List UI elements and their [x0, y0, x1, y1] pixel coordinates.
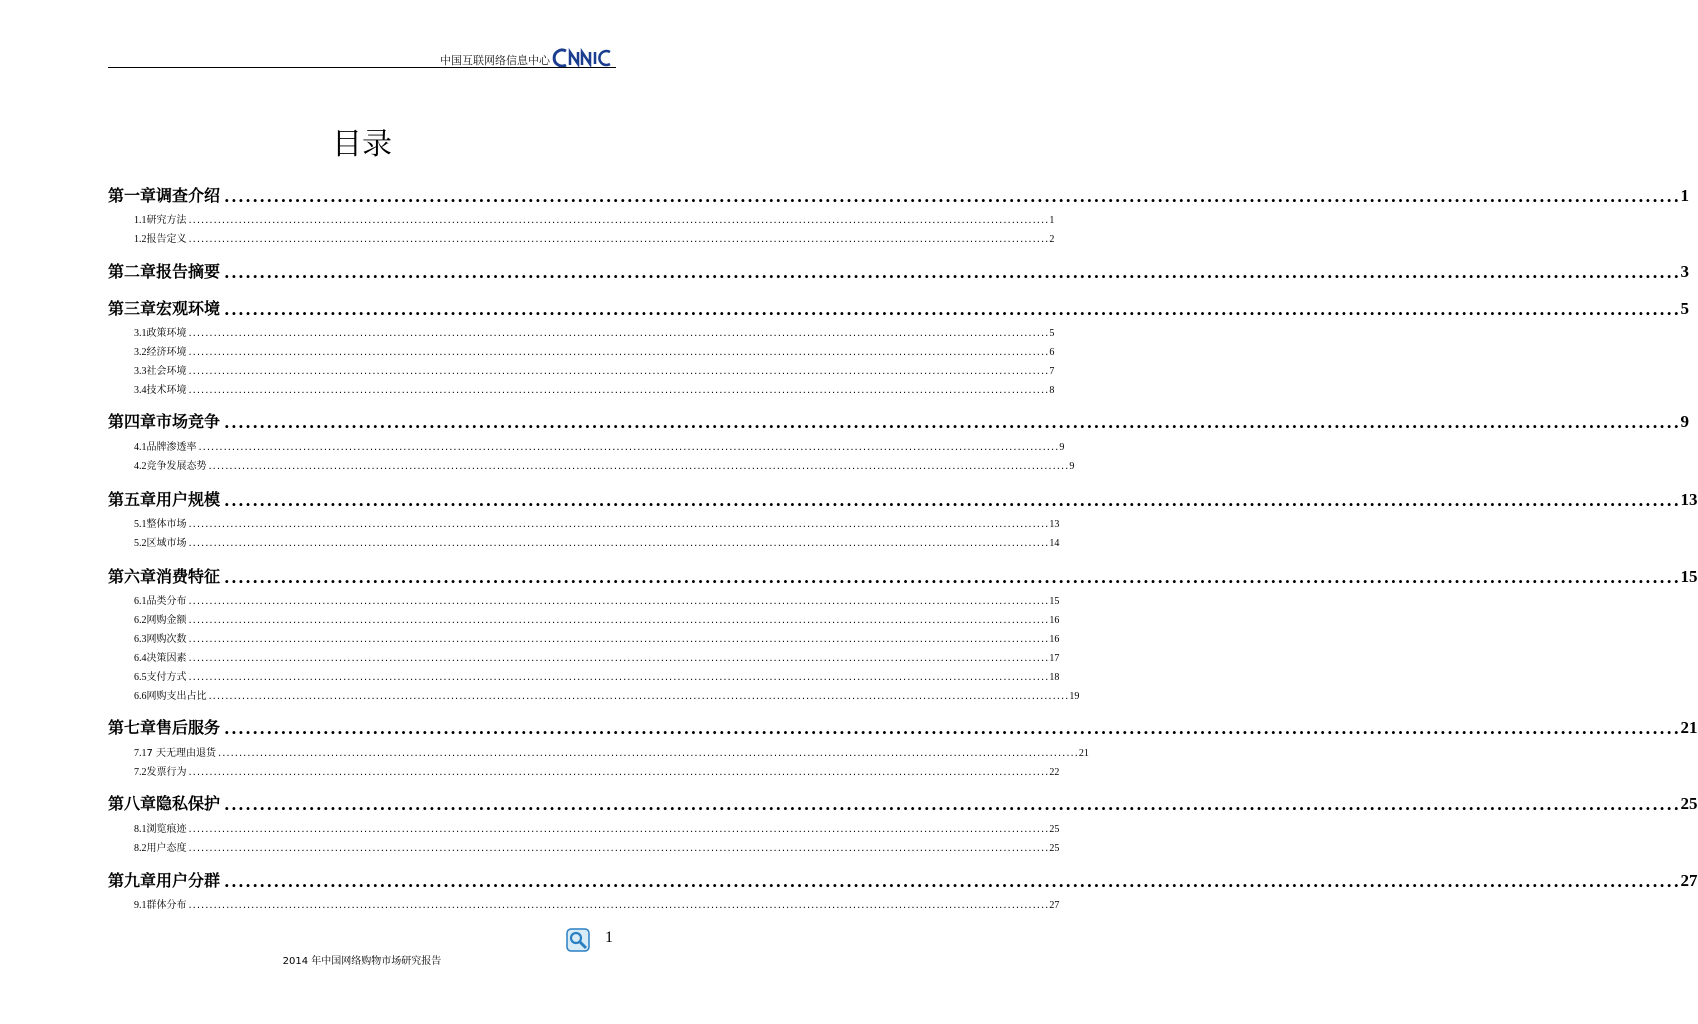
- toc-section-entry[interactable]: [108, 325, 1055, 339]
- section-number: 4.2: [134, 461, 147, 472]
- toc-section-entry[interactable]: [108, 231, 1055, 245]
- page-ref: 25: [1680, 794, 1698, 813]
- page-ref: 9: [1069, 461, 1075, 472]
- section-title: 经济环境: [146, 347, 187, 358]
- section-title: 研究方法: [146, 215, 187, 226]
- section-number: 3.1: [134, 328, 147, 339]
- section-number: 7.2: [134, 767, 147, 778]
- page-ref: 21: [1680, 718, 1698, 737]
- dot-leader: ..............................................................................................................................................................................................................: [188, 653, 1050, 664]
- dot-leader: ..............................................................................................................................................................................................................: [188, 596, 1050, 607]
- chapter-title: 用户规模: [156, 490, 221, 509]
- page-ref: 13: [1049, 519, 1060, 530]
- dot-leader: ..............................................................................................................................................................................................................: [208, 691, 1070, 702]
- section-title: 决策因素: [146, 653, 187, 664]
- page-ref: 21: [1078, 748, 1089, 759]
- chapter-label: 第一章: [108, 186, 157, 205]
- section-number: 9.1: [134, 900, 147, 911]
- dot-leader: ..............................................................................................................................................................................................................: [188, 328, 1050, 339]
- dot-leader: ..............................................................................................................................................................................................................: [188, 519, 1050, 530]
- dot-leader: ..............................................................................................................................................................................................................: [224, 491, 1681, 510]
- page-ref: 5: [1049, 328, 1055, 339]
- toc-section-entry[interactable]: [108, 897, 1060, 911]
- dot-leader: ..............................................................................................................................................................................................................: [188, 672, 1050, 683]
- dot-leader: ..............................................................................................................................................................................................................: [224, 568, 1681, 587]
- toc-section-entry[interactable]: [108, 745, 1089, 759]
- dot-leader: ..............................................................................................................................................................................................................: [224, 719, 1681, 738]
- section-number: 1.1: [134, 215, 147, 226]
- section-number: 6.5: [134, 672, 147, 683]
- chapter-label: 第六章: [108, 567, 157, 586]
- section-number: 6.3: [134, 634, 147, 645]
- section-title: 竞争发展态势: [146, 461, 207, 472]
- toc-section-entry[interactable]: [108, 669, 1060, 683]
- section-title: 群体分布: [146, 900, 187, 911]
- chapter-title: 消费特征: [156, 567, 221, 586]
- page-ref: 16: [1049, 615, 1060, 626]
- toc-section-entry[interactable]: [108, 344, 1055, 358]
- dot-leader: ..............................................................................................................................................................................................................: [188, 215, 1050, 226]
- toc-chapter-entry[interactable]: [108, 297, 1690, 319]
- page-ref: 8: [1049, 385, 1055, 396]
- page-ref: 6: [1049, 347, 1055, 358]
- section-title: 报告定义: [146, 234, 187, 245]
- page-ref: 27: [1680, 871, 1698, 890]
- chapter-label: 第四章: [108, 412, 157, 431]
- page-ref: 15: [1049, 596, 1060, 607]
- page-ref: 13: [1680, 490, 1698, 509]
- section-number: 8.1: [134, 824, 147, 835]
- chapter-label: 第五章: [108, 490, 157, 509]
- section-title: 区域市场: [146, 538, 187, 549]
- section-title: 网购次数: [146, 634, 187, 645]
- dot-leader: ..............................................................................................................................................................................................................: [188, 900, 1050, 911]
- dot-leader: ..............................................................................................................................................................................................................: [188, 615, 1050, 626]
- section-number: 1.2: [134, 234, 147, 245]
- page-ref: 25: [1049, 843, 1060, 854]
- section-title: 政策环境: [146, 328, 187, 339]
- toc-section-entry[interactable]: [108, 821, 1060, 835]
- chapter-title: 市场竞争: [156, 412, 221, 431]
- page-ref: 19: [1069, 691, 1080, 702]
- toc-section-entry[interactable]: [108, 535, 1060, 549]
- toc-chapter-entry[interactable]: [108, 792, 1698, 814]
- chapter-label: 第二章: [108, 262, 157, 281]
- header-org-name: 中国互联网络信息中心: [440, 54, 550, 67]
- section-title: 发票行为: [146, 767, 187, 778]
- section-number: 5.1: [134, 519, 147, 530]
- page-ref: 3: [1680, 262, 1690, 281]
- page-ref: 7: [1049, 366, 1055, 377]
- chapter-title: 报告摘要: [156, 262, 221, 281]
- chapter-title: 用户分群: [156, 871, 221, 890]
- toc-section-entry[interactable]: [108, 631, 1060, 645]
- footer-report-title: 2014 年中国网络购物市场研究报告: [282, 956, 442, 967]
- dot-leader: ..............................................................................................................................................................................................................: [188, 366, 1050, 377]
- toc-section-entry[interactable]: [108, 612, 1060, 626]
- page-ref: 1: [1680, 186, 1690, 205]
- section-number: 6.1: [134, 596, 147, 607]
- section-number: 3.2: [134, 347, 147, 358]
- toc-section-entry[interactable]: [108, 688, 1080, 702]
- chapter-title: 调查介绍: [156, 186, 221, 205]
- chapter-label: 第九章: [108, 871, 157, 890]
- toc-section-entry[interactable]: [108, 764, 1060, 778]
- toc-chapter-entry[interactable]: [108, 716, 1698, 738]
- section-number: 6.4: [134, 653, 147, 664]
- dot-leader: ..............................................................................................................................................................................................................: [224, 300, 1681, 319]
- dot-leader: ..............................................................................................................................................................................................................: [188, 347, 1050, 358]
- toc-section-entry[interactable]: [108, 439, 1065, 453]
- toc-section-entry[interactable]: [108, 593, 1060, 607]
- page-ref: 5: [1680, 299, 1690, 318]
- section-title: 支付方式: [146, 672, 187, 683]
- page-ref: 16: [1049, 634, 1060, 645]
- section-number: 3.4: [134, 385, 147, 396]
- dot-leader: ..............................................................................................................................................................................................................: [224, 187, 1681, 206]
- cnnic-logo: [556, 48, 616, 68]
- toc-section-entry[interactable]: [108, 382, 1055, 396]
- chapter-title: 宏观环境: [156, 299, 221, 318]
- page-ref: 9: [1680, 412, 1690, 431]
- dot-leader: ..............................................................................................................................................................................................................: [188, 538, 1050, 549]
- toc-section-entry[interactable]: [108, 840, 1060, 854]
- section-title: 品牌渗透率: [146, 442, 197, 453]
- toc-title: 目录: [332, 127, 392, 162]
- dot-leader: ..............................................................................................................................................................................................................: [188, 767, 1050, 778]
- section-number: 6.2: [134, 615, 147, 626]
- page-ref: 18: [1049, 672, 1060, 683]
- page-ref: 2: [1049, 234, 1055, 245]
- chapter-label: 第七章: [108, 718, 157, 737]
- section-title: 整体市场: [146, 519, 187, 530]
- dot-leader: ..............................................................................................................................................................................................................: [188, 824, 1050, 835]
- toc-section-entry[interactable]: [108, 458, 1075, 472]
- toc-chapter-entry[interactable]: [108, 565, 1698, 587]
- toc-section-entry[interactable]: [108, 363, 1055, 377]
- header-rule: [108, 67, 616, 68]
- toc-chapter-entry[interactable]: [108, 410, 1690, 432]
- page-ref: 22: [1049, 767, 1060, 778]
- section-title: 网购金额: [146, 615, 187, 626]
- dot-leader: ..............................................................................................................................................................................................................: [198, 442, 1060, 453]
- page-ref: 17: [1049, 653, 1060, 664]
- dot-leader: ..............................................................................................................................................................................................................: [188, 843, 1050, 854]
- section-title: 用户态度: [146, 843, 187, 854]
- section-title: 品类分布: [146, 596, 187, 607]
- section-number: 8.2: [134, 843, 147, 854]
- toc-section-entry[interactable]: [108, 516, 1060, 530]
- dot-leader: ..............................................................................................................................................................................................................: [188, 634, 1050, 645]
- dot-leader: ..............................................................................................................................................................................................................: [188, 234, 1050, 245]
- section-title: 浏览痕迹: [146, 824, 187, 835]
- section-number: 5.2: [134, 538, 147, 549]
- section-number: 7.1: [134, 748, 147, 759]
- chapter-title: 售后服务: [156, 718, 221, 737]
- dot-leader: ..............................................................................................................................................................................................................: [224, 413, 1681, 432]
- section-title: 技术环境: [146, 385, 187, 396]
- dot-leader: ..............................................................................................................................................................................................................: [188, 385, 1050, 396]
- toc-chapter-entry[interactable]: [108, 260, 1690, 282]
- dot-leader: ..............................................................................................................................................................................................................: [224, 795, 1681, 814]
- toc-chapter-entry[interactable]: [108, 184, 1690, 206]
- chapter-title: 隐私保护: [156, 794, 221, 813]
- section-number: 3.3: [134, 366, 147, 377]
- page-ref: 1: [1049, 215, 1055, 226]
- chapter-label: 第八章: [108, 794, 157, 813]
- section-number: 6.6: [134, 691, 147, 702]
- page-ref: 27: [1049, 900, 1060, 911]
- dot-leader: ..............................................................................................................................................................................................................: [208, 461, 1070, 472]
- toc-chapter-entry[interactable]: [108, 869, 1698, 891]
- toc-section-entry[interactable]: [108, 650, 1060, 664]
- toc-section-entry[interactable]: [108, 212, 1055, 226]
- page-ref: 14: [1049, 538, 1060, 549]
- page-ref: 15: [1680, 567, 1698, 586]
- chapter-label: 第三章: [108, 299, 157, 318]
- dot-leader: ..............................................................................................................................................................................................................: [224, 872, 1681, 891]
- magnifier-logo-icon: [566, 928, 590, 952]
- page-ref: 9: [1059, 442, 1065, 453]
- toc-chapter-entry[interactable]: [108, 488, 1698, 510]
- section-title: 7 天无理由退货: [146, 748, 217, 759]
- section-number: 4.1: [134, 442, 147, 453]
- page-number: 1: [605, 929, 613, 946]
- dot-leader: ..............................................................................................................................................................................................................: [218, 748, 1079, 759]
- section-title: 网购支出占比: [146, 691, 207, 702]
- dot-leader: ..............................................................................................................................................................................................................: [224, 263, 1681, 282]
- page-ref: 25: [1049, 824, 1060, 835]
- section-title: 社会环境: [146, 366, 187, 377]
